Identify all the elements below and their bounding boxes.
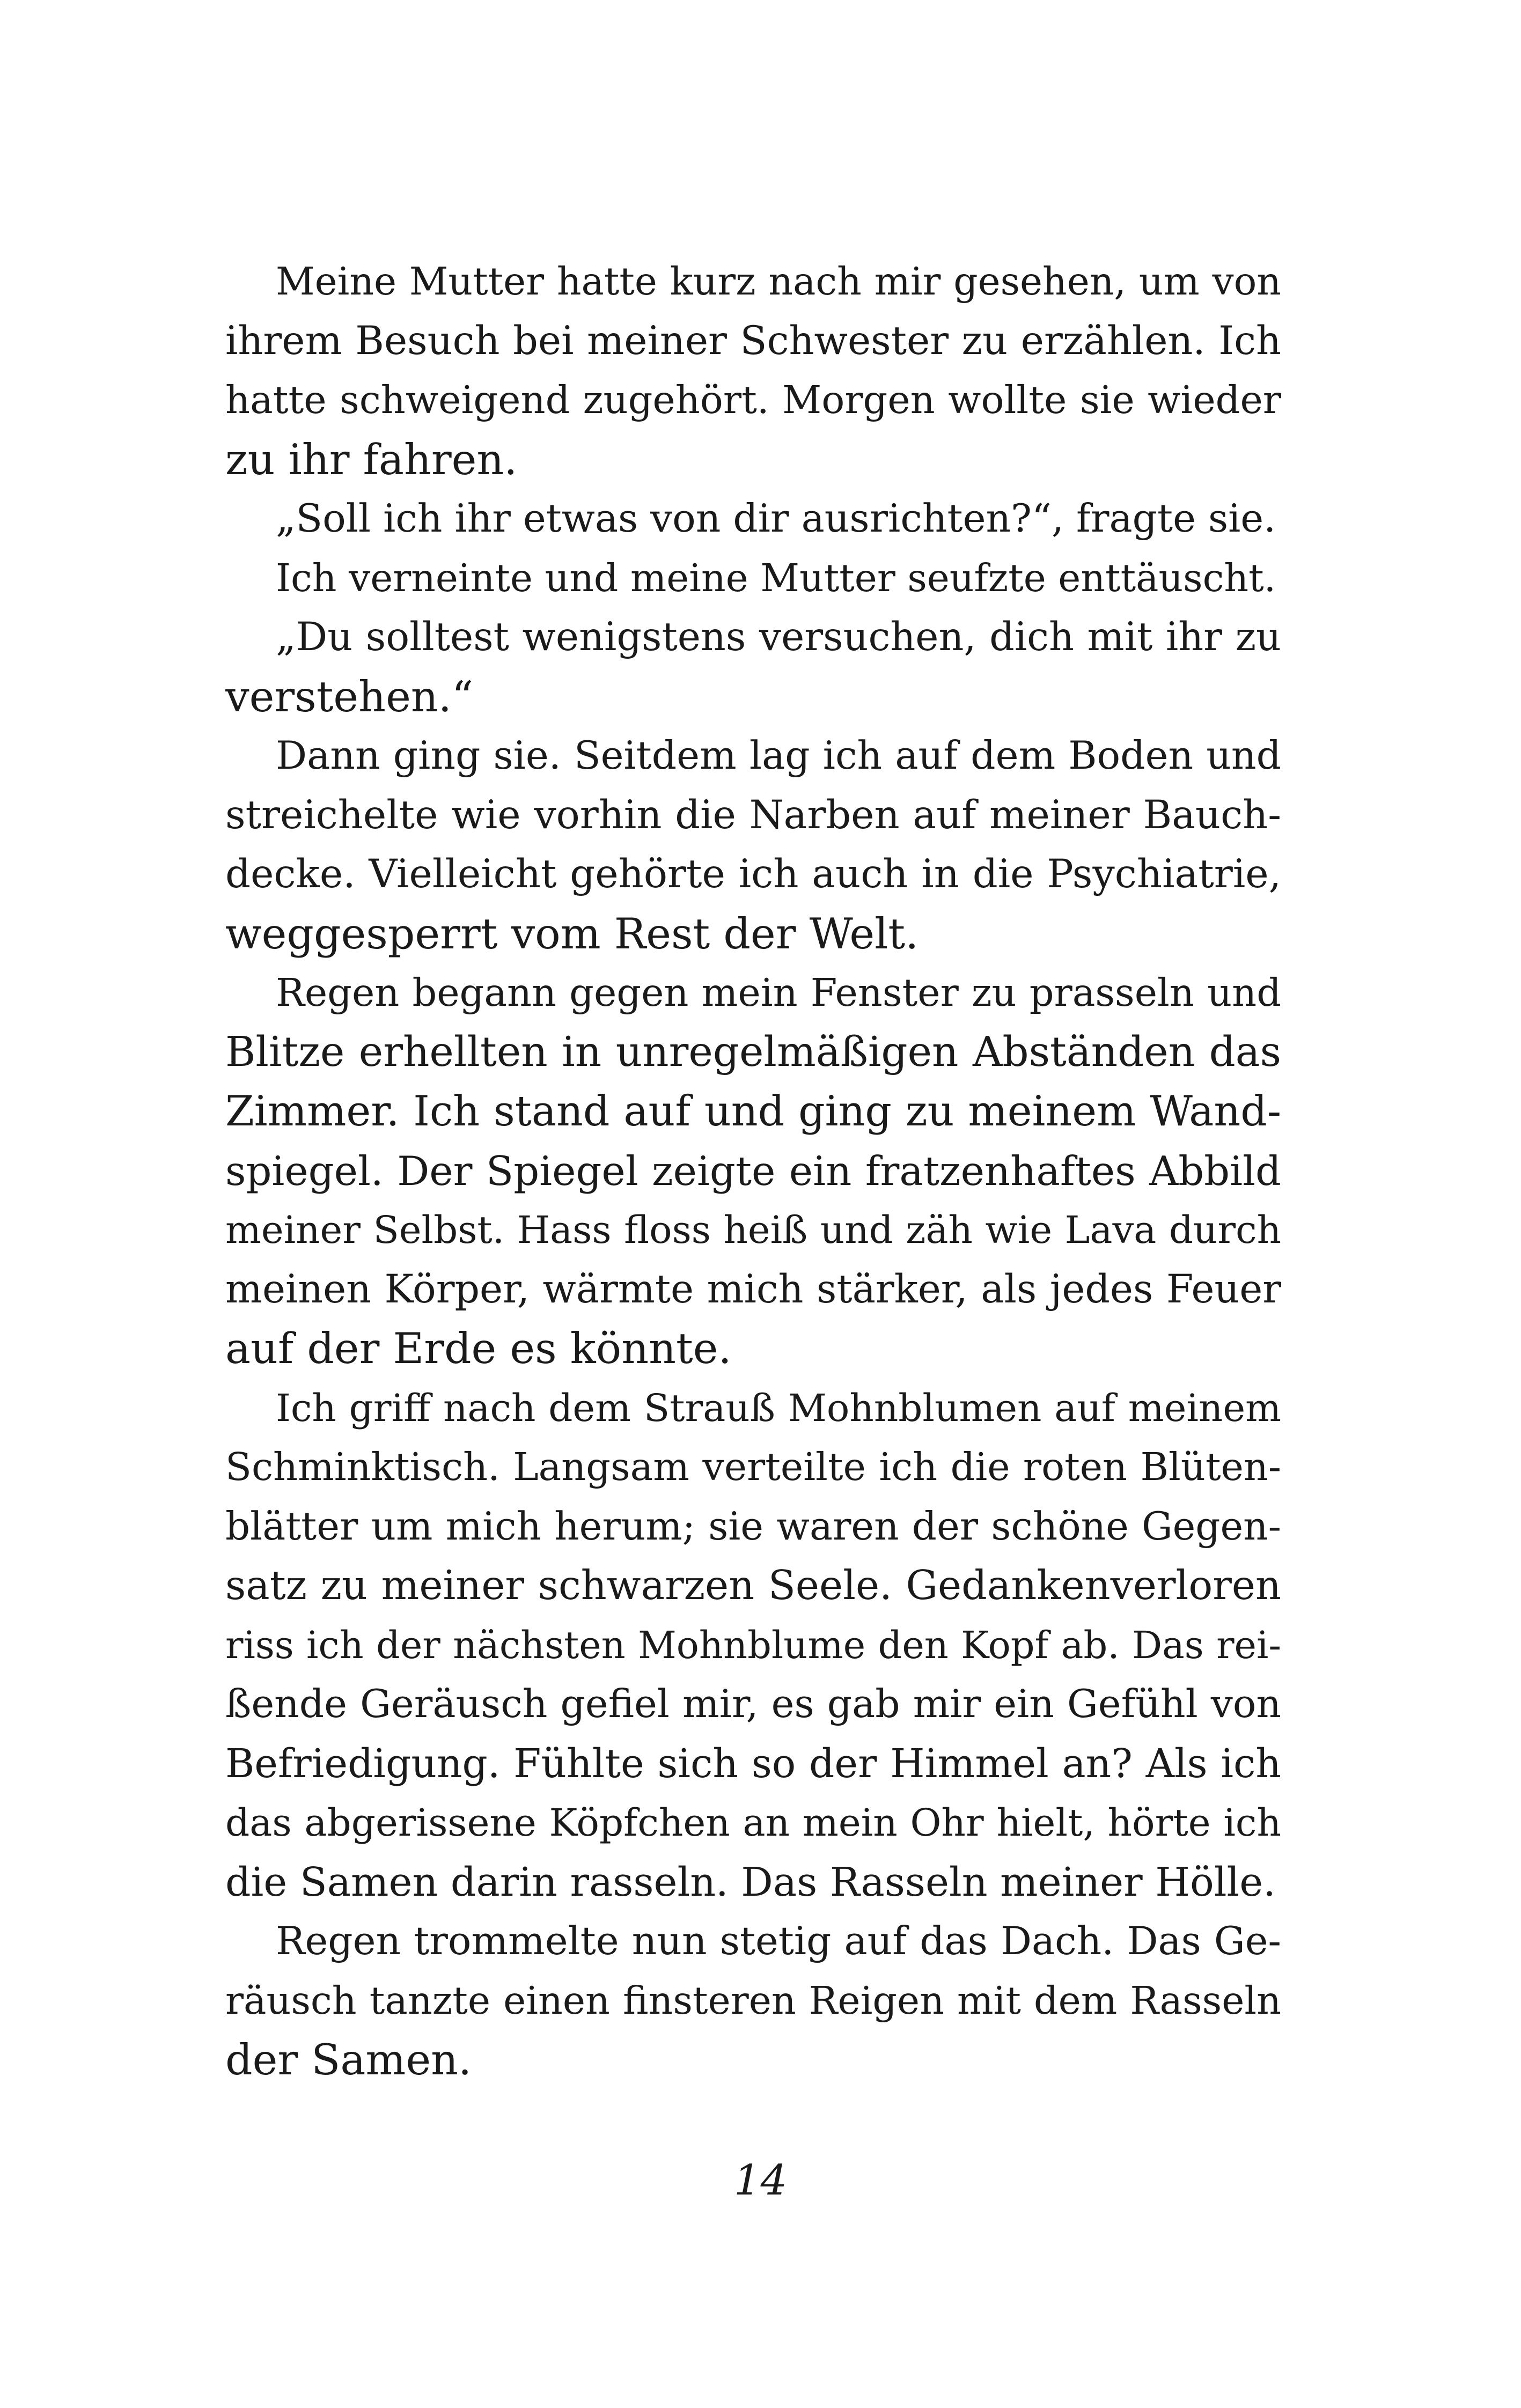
text-line: meinen Körper, wärmte mich stärker, als jedes Feuer (225, 1266, 1281, 1312)
text-line: Regen trommelte nun stetig auf das Dach. Das Ge- (276, 1919, 1281, 1964)
text-line: Befriedigung. Fühlte sich so der Himmel an? Als ich (225, 1740, 1281, 1787)
text-line: Regen begann gegen mein Fenster zu prasseln und (276, 970, 1281, 1015)
text-line: Dann ging sie. Seitdem lag ich auf dem Boden und (276, 733, 1281, 778)
text-line: Meine Mutter hatte kurz nach mir gesehen, um von (276, 259, 1281, 304)
text-line: weggesperrt vom Rest der Welt. (225, 909, 919, 959)
text-line: die Samen darin rasseln. Das Rasseln meiner Hölle. (225, 1858, 1276, 1905)
text-line: hatte schweigend zugehört. Morgen wollte sie wieder (225, 378, 1281, 422)
text-line: das abgerissene Köpfchen an mein Ohr hielt, hörte ich (225, 1800, 1281, 1845)
text-line: spiegel. Der Spiegel zeigte ein fratzenhaftes Abbild (225, 1147, 1281, 1195)
text-line: auf der Erde es könnte. (225, 1324, 732, 1373)
text-line: verstehen.“ (225, 672, 474, 721)
text-line: riss ich der nächsten Mohnblume den Kopf ab. Das rei- (225, 1623, 1281, 1667)
text-line: räusch tanzte einen finsteren Reigen mit dem Rasseln (225, 1978, 1281, 2023)
text-line: Zimmer. Ich stand auf und ging zu meinem Wand- (225, 1087, 1281, 1136)
text-line: satz zu meiner schwarzen Seele. Gedankenverloren (225, 1562, 1281, 1609)
text-line: „Soll ich ihr etwas von dir ausrichten?“, fragte sie. (276, 496, 1276, 541)
text-line: ihrem Besuch bei meiner Schwester zu erzählen. Ich (225, 318, 1281, 364)
text-line: der Samen. (225, 2035, 472, 2085)
text-line: Schminktisch. Langsam verteilte ich die roten Blüten- (225, 1445, 1281, 1489)
text-line: Blitze erhellten in unregelmäßigen Abständen das (225, 1028, 1281, 1076)
text-line: ßende Geräusch gefiel mir, es gab mir ein Gefühl von (225, 1682, 1281, 1727)
text-line: decke. Vielleicht gehörte ich auch in die Psychiatrie, (225, 851, 1281, 897)
text-line: streichelte wie vorhin die Narben auf meiner Bauch- (225, 792, 1281, 838)
text-line: „Du solltest wenigstens versuchen, dich mit ihr zu (276, 614, 1281, 660)
page-number: 14 (733, 2156, 788, 2205)
text-line: zu ihr fahren. (225, 435, 518, 484)
text-line: meiner Selbst. Hass floss heiß und zäh wie Lava durch (225, 1208, 1281, 1252)
text-line: blätter um mich herum; sie waren der schöne Gegen- (225, 1504, 1281, 1549)
text-line: Ich griff nach dem Strauß Mohnblumen auf meinem (276, 1386, 1281, 1430)
text-line: Ich verneinte und meine Mutter seufzte enttäuscht. (276, 555, 1276, 600)
body-text (225, 252, 1281, 2090)
